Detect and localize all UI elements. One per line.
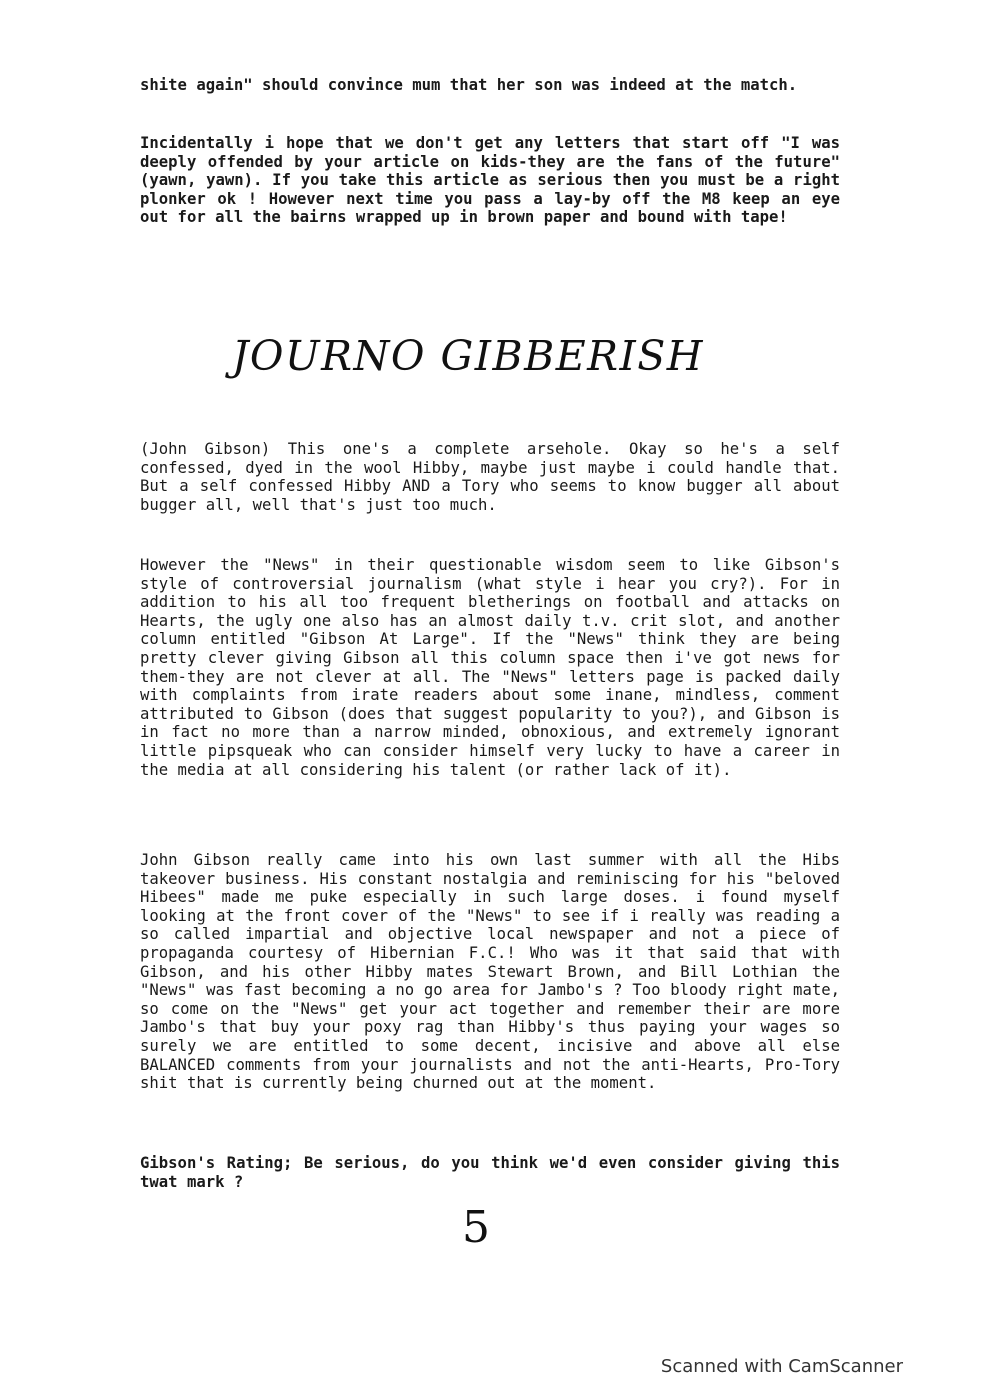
scanner-watermark: Scanned with CamScanner — [660, 1356, 903, 1377]
article-heading: JOURNO GIBBERISH — [232, 332, 705, 380]
paragraph-continuation: shite again" should convince mum that her son was indeed at the match. — [140, 76, 798, 94]
paragraph-takeover: John Gibson really came into his own last summer with all the Hibs takeover business. His constant nostalgia and reminiscing for his "beloved Hibees" made me puke especially in such large doses. i found myself looking at the front cover of the "News" to see if i really was reading a so called impartial and objective local newspaper and not a piece of propaganda courtesy of Hibernian F.C.! Who was it that said that with Gibson, and his other Hibby mates Stewart Brown, and Bill Lothian the "News" was fast becoming a no go area for Jambo's ? Too bloody right mate, so come on the "News" get your act together and remember their are more Jambo's that buy your poxy rag than Hibby's thus paying your wages so surely we are entitled to some decent, incisive and above all else BALANCED comments from your journalists and not the anti-Hearts, Pro-Tory shit that is currently being churned out at the moment. — [140, 851, 850, 1093]
paragraph-news: However the "News" in their questionable wisdom seem to like Gibson's style of controversial journalism (what style i hear you cry?). For in addition to his all too frequent bletherings on football and attacks on Hearts, the ugly one also has an almost daily t.v. crit slot, and another column entitled "Gibson At Large". If the "News" think they are being pretty clever giving Gibson all this column space then i've got news for them-they are not clever at all. The "News" letters page is packed daily with complaints from irate readers about some inane, mindless, comment attributed to Gibson (does that suggest popularity to you?), and Gibson is in fact no more than a narrow minded, obnoxious, and extremely ignorant little pipsqueak who can consider himself very lucky to have a career in the media at all considering his talent (or rather lack of it). — [140, 556, 850, 779]
paragraph-intro: (John Gibson) This one's a complete arsehole. Okay so he's a self confessed, dyed in the wool Hibby, maybe just maybe i could handle that. But a self confessed Hibby AND a Tory who seems to know bugger all about bugger all, well that's just too much. — [140, 440, 850, 514]
paragraph-rating: Gibson's Rating; Be serious, do you think we'd even consider giving this twat mark ? — [140, 1154, 850, 1191]
page-number: 5 — [462, 1202, 490, 1253]
paragraph-incidentally: Incidentally i hope that we don't get any letters that start off "I was deeply offended by your article on kids-they are the fans of the future" (yawn, yawn). If you take this article as serious then you must be a right plonker ok ! However next time you pass a lay-by off the M8 keep an eye out for all the bairns wrapped up in brown paper and bound with tape! — [140, 134, 850, 227]
